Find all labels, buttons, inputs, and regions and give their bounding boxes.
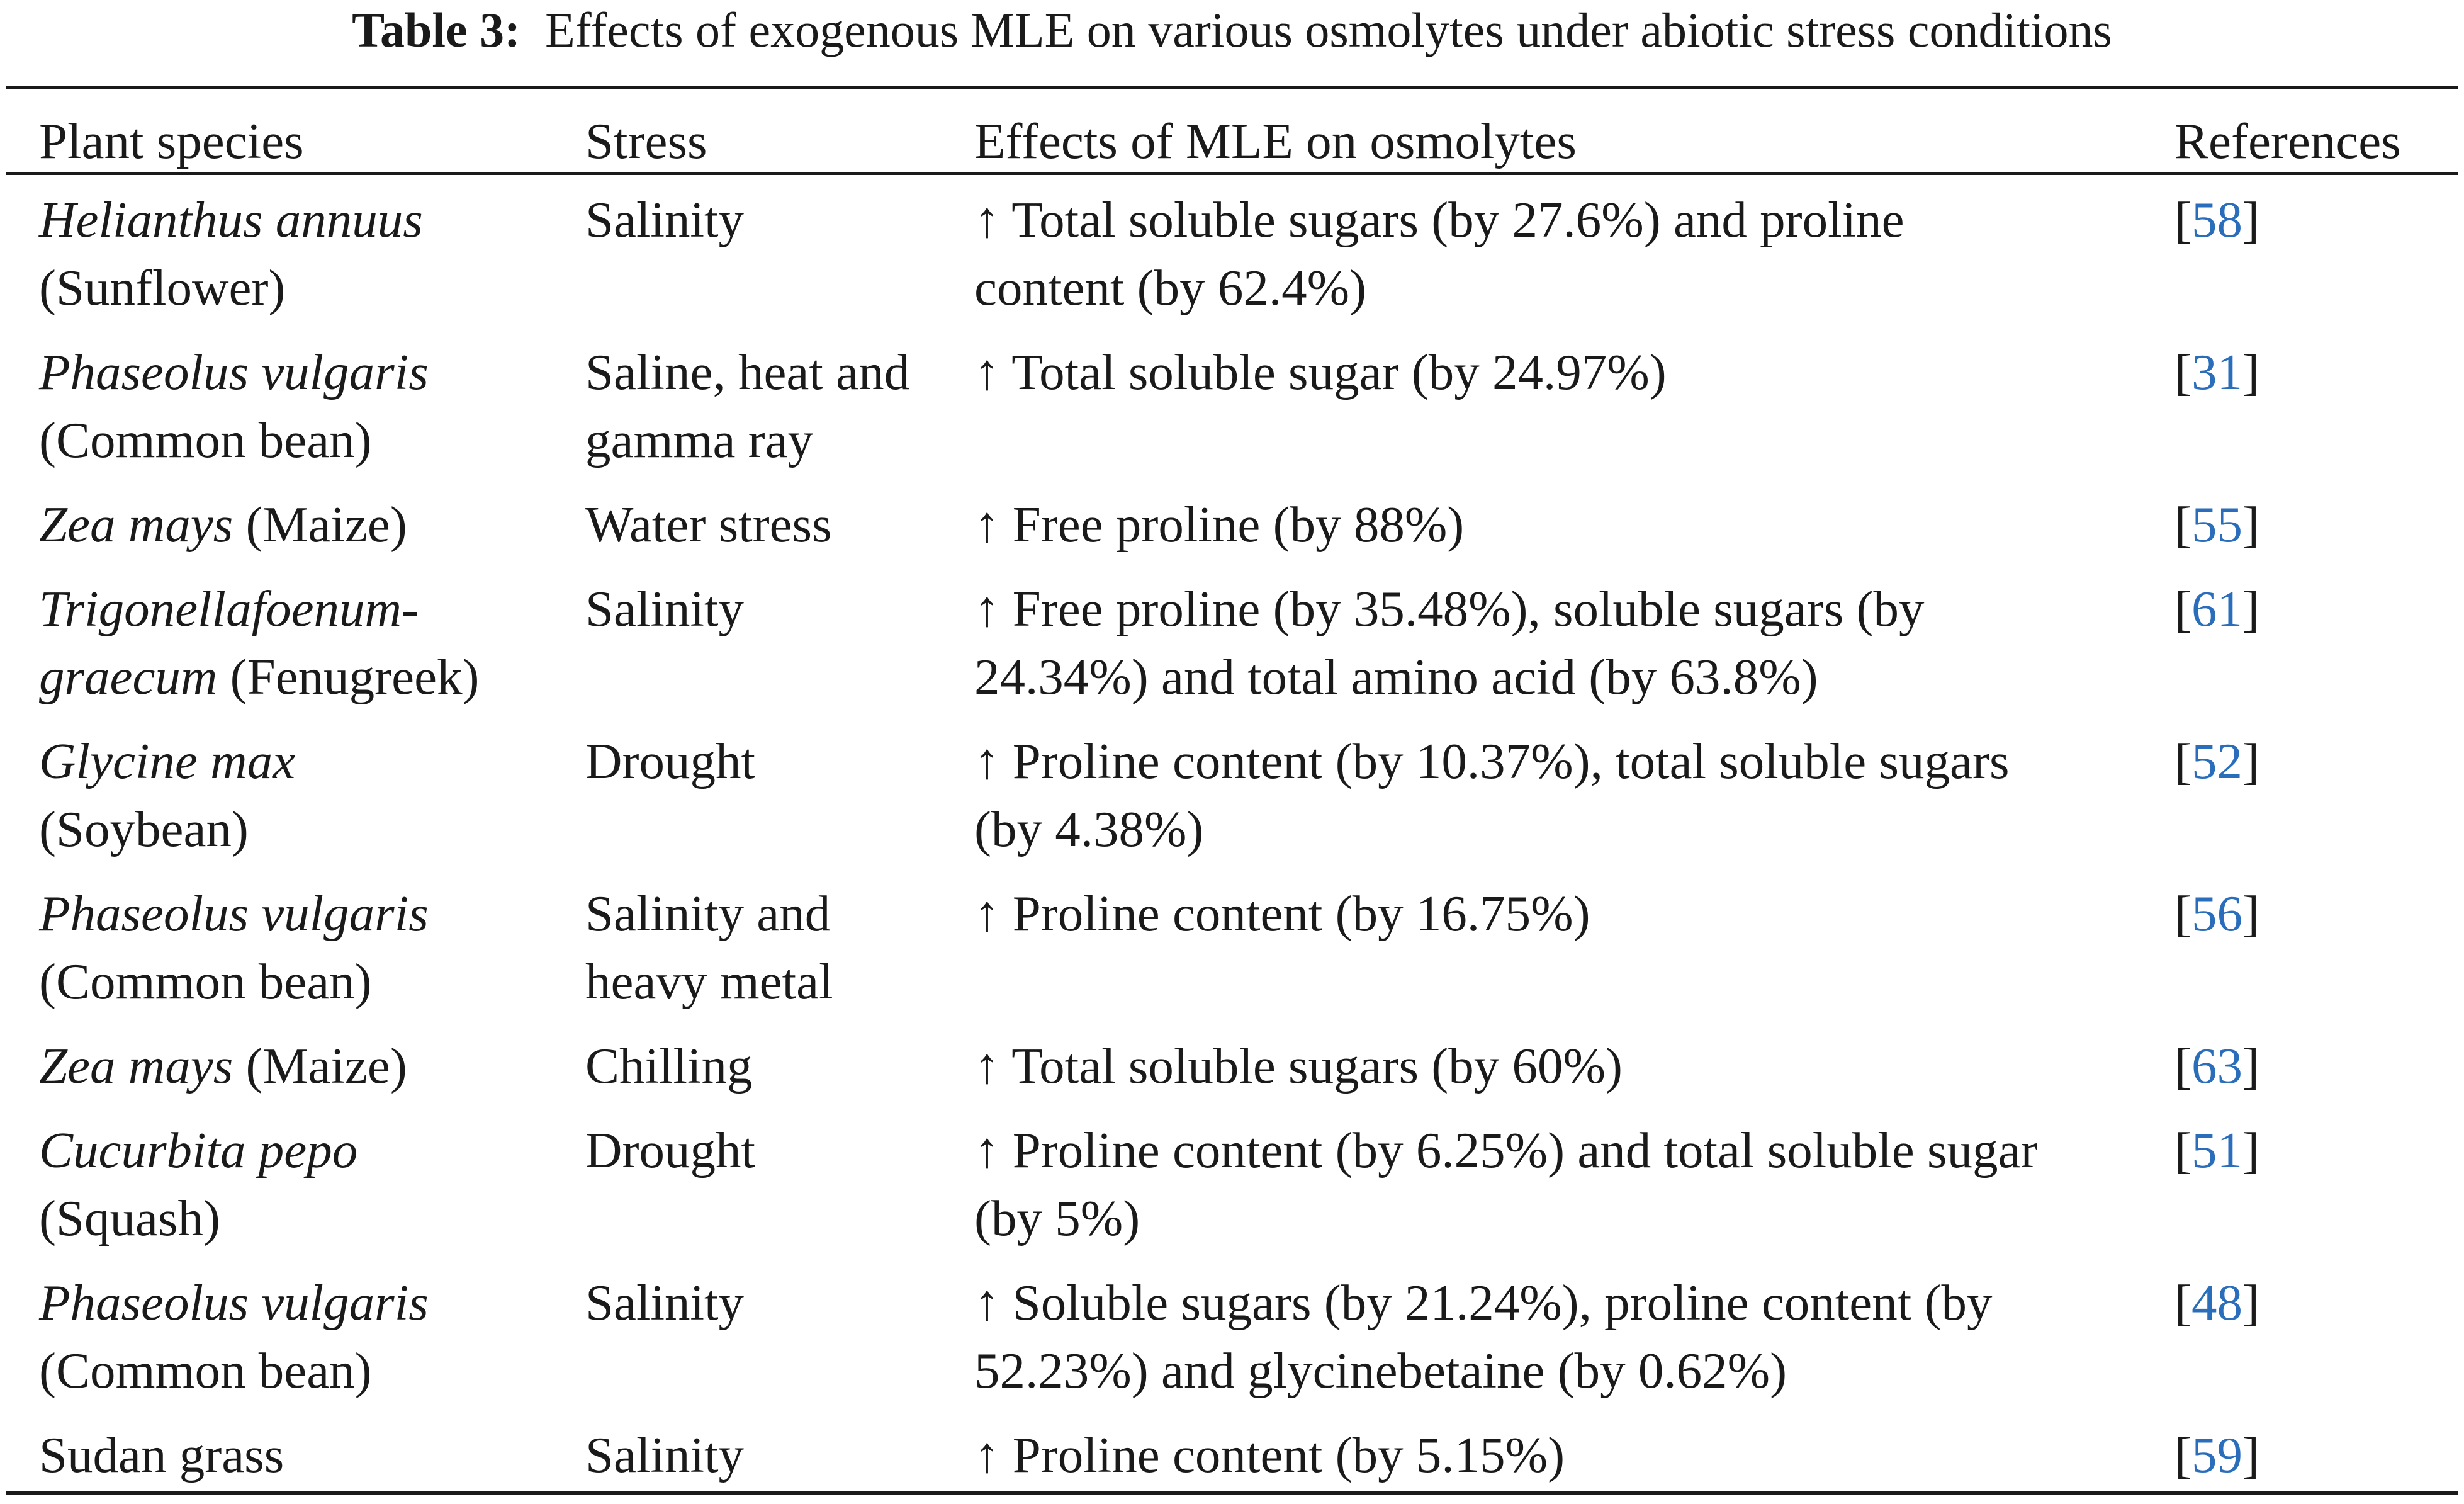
species-cell [39, 1116, 580, 1252]
species-common: (Sunflower) [39, 259, 286, 316]
species-cell [39, 186, 580, 322]
species-cell [39, 1032, 580, 1100]
species-scientific: Helianthus annuus [39, 191, 423, 248]
effect-line-2: (by 4.38%) [974, 801, 1204, 857]
species-cell [39, 338, 580, 474]
table-header-row [0, 107, 2464, 170]
ref-bracket-open: [ [2174, 1427, 2191, 1483]
reference-link[interactable]: 31 [2191, 344, 2242, 400]
species-common: (Common bean) [39, 953, 372, 1010]
stress-text: Water stress [585, 496, 832, 553]
ref-bracket-open: [ [2174, 580, 2191, 637]
reference-cell [2174, 727, 2439, 795]
stress-text: Saline, heat and [585, 344, 910, 400]
species-common: (Squash) [39, 1190, 220, 1247]
reference-cell [2174, 186, 2439, 254]
ref-bracket-close: ] [2242, 1427, 2259, 1483]
stress-text: Drought [585, 733, 755, 789]
ref-bracket-close: ] [2242, 580, 2259, 637]
effect-line-1: ↑ Free proline (by 88%) [974, 496, 1465, 553]
effect-cell [974, 1421, 2157, 1489]
reference-link[interactable]: 56 [2191, 885, 2242, 942]
ref-bracket-open: [ [2174, 344, 2191, 400]
effect-line-2: 24.34%) and total amino acid (by 63.8%) [974, 648, 1818, 705]
ref-bracket-close: ] [2242, 1122, 2259, 1179]
effect-line-2: content (by 62.4%) [974, 259, 1367, 316]
reference-cell [2174, 490, 2439, 558]
ref-bracket-close: ] [2242, 496, 2259, 553]
stress-cell [585, 575, 976, 643]
effect-line-1: ↑ Proline content (by 6.25%) and total soluble sugar [974, 1122, 2038, 1179]
reference-link[interactable]: 48 [2191, 1274, 2242, 1331]
reference-cell [2174, 879, 2439, 947]
ref-bracket-close: ] [2242, 885, 2259, 942]
species-scientific: Phaseolus vulgaris [39, 1274, 429, 1331]
caption-label: Table 3: [352, 3, 521, 57]
species-common: (Maize) [233, 1038, 407, 1094]
reference-cell [2174, 338, 2439, 406]
effect-line-1: ↑ Total soluble sugars (by 27.6%) and proline [974, 191, 1904, 248]
species-common: (Common bean) [39, 1342, 372, 1399]
stress-cell [585, 727, 976, 795]
effect-cell [974, 727, 2157, 863]
effect-cell [974, 1032, 2157, 1100]
stress-cell [585, 1421, 976, 1489]
reference-link[interactable]: 52 [2191, 733, 2242, 789]
stress-cell [585, 1269, 976, 1337]
ref-bracket-open: [ [2174, 1274, 2191, 1331]
reference-link[interactable]: 61 [2191, 580, 2242, 637]
reference-cell [2174, 1116, 2439, 1184]
stress-cell [585, 338, 976, 474]
stress-cell [585, 1116, 976, 1184]
stress-text: Salinity and [585, 885, 831, 942]
effect-line-1: ↑ Total soluble sugars (by 60%) [974, 1038, 1623, 1094]
species-scientific: Cucurbita pepo [39, 1122, 358, 1179]
caption-text: Effects of exogenous MLE on various osmolytes under abiotic stress conditions [545, 3, 2112, 57]
species-scientific: Glycine max [39, 733, 296, 789]
header-plant-species: Plant species [39, 113, 304, 169]
stress-cell [585, 490, 976, 558]
reference-link[interactable]: 55 [2191, 496, 2242, 553]
ref-bracket-close: ] [2242, 1038, 2259, 1094]
effect-cell [974, 1116, 2157, 1252]
table-header-rule [6, 172, 2458, 175]
species-cell [39, 1421, 580, 1489]
table-caption [0, 0, 2464, 69]
stress-text: Salinity [585, 1274, 745, 1331]
species-cell [39, 1269, 580, 1405]
species-cell [39, 490, 580, 558]
effect-line-1: ↑ Soluble sugars (by 21.24%), proline content (by [974, 1274, 1993, 1331]
species-scientific: Zea mays [39, 1038, 233, 1094]
reference-link[interactable]: 63 [2191, 1038, 2242, 1094]
species-cell [39, 879, 580, 1015]
ref-bracket-open: [ [2174, 733, 2191, 789]
effect-line-1: ↑ Proline content (by 10.37%), total soluble sugars [974, 733, 2010, 789]
effect-cell [974, 490, 2157, 558]
species-common: (Maize) [233, 496, 407, 553]
ref-bracket-open: [ [2174, 885, 2191, 942]
stress-cell [585, 186, 976, 254]
reference-cell [2174, 575, 2439, 643]
effect-line-2: (by 5%) [974, 1190, 1140, 1247]
effect-cell [974, 186, 2157, 322]
ref-bracket-close: ] [2242, 191, 2259, 248]
species-name: Sudan grass [39, 1427, 284, 1483]
reference-link[interactable]: 58 [2191, 191, 2242, 248]
species-cell [39, 575, 580, 711]
effect-cell [974, 575, 2157, 711]
reference-link[interactable]: 59 [2191, 1427, 2242, 1483]
effect-line-1: ↑ Total soluble sugar (by 24.97%) [974, 344, 1667, 400]
ref-bracket-close: ] [2242, 1274, 2259, 1331]
header-effects: Effects of MLE on osmolytes [974, 113, 1577, 169]
table-top-rule [6, 86, 2458, 89]
stress-text: Salinity [585, 191, 745, 248]
header-references: References [2174, 113, 2401, 169]
stress-text: Drought [585, 1122, 755, 1179]
ref-bracket-close: ] [2242, 733, 2259, 789]
reference-cell [2174, 1421, 2439, 1489]
effect-cell [974, 1269, 2157, 1405]
reference-link[interactable]: 51 [2191, 1122, 2242, 1179]
effect-line-1: ↑ Proline content (by 5.15%) [974, 1427, 1565, 1483]
species-scientific: Phaseolus vulgaris [39, 344, 429, 400]
species-common: (Common bean) [39, 412, 372, 468]
stress-text: Chilling [585, 1038, 753, 1094]
species-scientific: Phaseolus vulgaris [39, 885, 429, 942]
stress-text-line-2: gamma ray [585, 412, 814, 468]
stress-cell [585, 879, 976, 1015]
stress-text-line-2: heavy metal [585, 953, 833, 1010]
species-scientific: Zea mays [39, 496, 233, 553]
stress-text: Salinity [585, 1427, 745, 1483]
header-stress: Stress [585, 113, 707, 169]
species-common: (Fenugreek) [217, 648, 480, 705]
ref-bracket-open: [ [2174, 191, 2191, 248]
effect-line-1: ↑ Proline content (by 16.75%) [974, 885, 1590, 942]
ref-bracket-open: [ [2174, 1038, 2191, 1094]
effect-cell [974, 879, 2157, 947]
stress-cell [585, 1032, 976, 1100]
effect-cell [974, 338, 2157, 406]
table-bottom-rule [6, 1491, 2458, 1495]
reference-cell [2174, 1269, 2439, 1337]
ref-bracket-open: [ [2174, 1122, 2191, 1179]
stress-text: Salinity [585, 580, 745, 637]
species-scientific-line-2: graecum [39, 648, 218, 705]
species-common: (Soybean) [39, 801, 249, 857]
species-scientific: Trigonellafoenum- [39, 580, 419, 637]
ref-bracket-close: ] [2242, 344, 2259, 400]
ref-bracket-open: [ [2174, 496, 2191, 553]
species-cell [39, 727, 580, 863]
effect-line-1: ↑ Free proline (by 35.48%), soluble sugars (by [974, 580, 1925, 637]
effect-line-2: 52.23%) and glycinebetaine (by 0.62%) [974, 1342, 1787, 1399]
reference-cell [2174, 1032, 2439, 1100]
